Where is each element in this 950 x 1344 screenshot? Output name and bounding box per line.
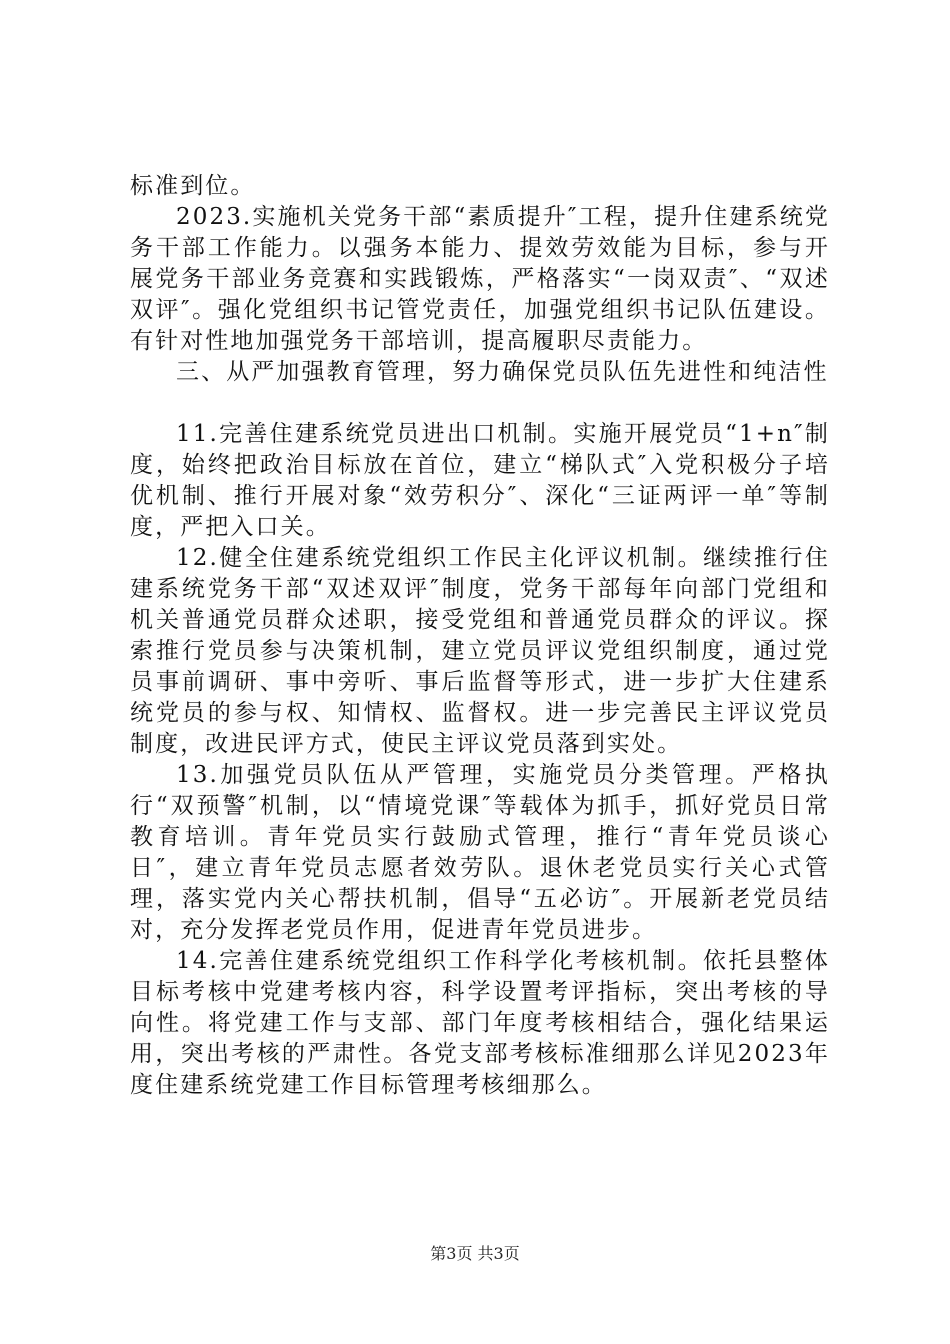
paragraph-item-12: 12.健全住建系统党组织工作民主化评议机制。继续推行住建系统党务干部“双述双评″制度，党务干部每年向部门党组和机关普通党员群众述职，接受党组和普通党员群众的评议。探索推行党员参与决策机制，建立党员评议党组织制度，通过党员事前调研、事中旁听、事后监督等形式，进一步扩大住建系统党员的参与权、知情权、监督权。进一步完善民主评议党员制度，改进民评方式，使民主评议党员落到实处。 [130, 545, 830, 757]
blank-line [130, 388, 830, 419]
document-body [130, 171, 830, 1101]
paragraph-item-11: 11.完善住建系统党员进出口机制。实施开展党员“1+n″制度，始终把政治目标放在首位，建立“梯队式″入党积极分子培优机制、推行开展对象“效劳积分″、深化“三证两评一单″等制度，严把入口关。 [130, 421, 830, 540]
page-footer [0, 1244, 950, 1264]
paragraph-item-13: 13.加强党员队伍从严管理，实施党员分类管理。严格执行“双预警″机制，以“情境党课″等载体为抓手，抓好党员日常教育培训。青年党员实行鼓励式管理，推行“青年党员谈心日″，建立青年党员志愿者效劳队。退休老党员实行关心式管理，落实党内关心帮扶机制，倡导“五必访″。开展新老党员结对，充分发挥老党员作用，促进青年党员进步。 [130, 762, 830, 943]
page-number-label: 第3页 共3页 [430, 1244, 520, 1263]
paragraph-item-2023: 2023.实施机关党务干部“素质提升″工程，提升住建系统党务干部工作能力。以强务本能力、提效劳效能为目标，参与开展党务干部业务竞赛和实践锻炼，严格落实“一岗双责″、“双述双评″。强化党组织书记管党责任，加强党组织书记队伍建设。有针对性地加强党务干部培训，提高履职尽责能力。 [130, 204, 830, 354]
section-heading-3: 三、从严加强教育管理，努力确保党员队伍先进性和纯洁性 [176, 359, 829, 385]
paragraph-item-14: 14.完善住建系统党组织工作科学化考核机制。依托县整体目标考核中党建考核内容，科学设置考评指标，突出考核的导向性。将党建工作与支部、部门年度考核相结合，强化结果运用，突出考核的严肃性。各党支部考核标准细那么详见2023年度住建系统党建工作目标管理考核细那么。 [130, 948, 830, 1098]
paragraph-continuation: 标准到位。 [130, 173, 256, 199]
